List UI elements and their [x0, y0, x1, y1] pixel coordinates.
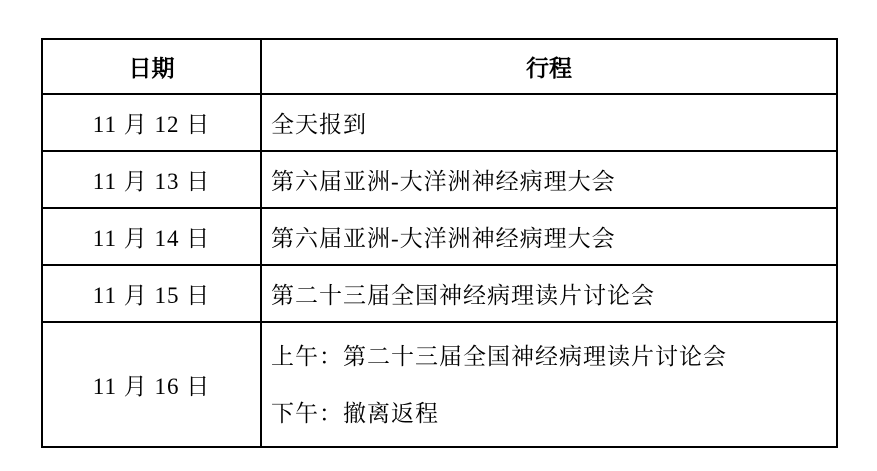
itinerary-cell [261, 94, 837, 151]
itinerary-column-header: 行程 [261, 39, 837, 94]
date-cell: 11 月 13 日 [42, 151, 261, 208]
date-cell: 11 月 14 日 [42, 208, 261, 265]
table-row [42, 151, 837, 208]
table-row [42, 322, 837, 447]
itinerary-text: 第二十三届全国神经病理读片讨论会 [271, 283, 655, 308]
itinerary-text: 第六届亚洲-大洋洲神经病理大会 [271, 169, 616, 194]
itinerary-text: 全天报到 [271, 112, 367, 137]
itinerary-text-morning: 上午：第二十三届全国神经病理读片讨论会 [271, 343, 727, 369]
itinerary-cell [261, 208, 837, 265]
itinerary-text: 第六届亚洲-大洋洲神经病理大会 [271, 226, 616, 251]
itinerary-cell [261, 265, 837, 322]
conference-schedule-table [41, 38, 838, 448]
table-header-row [42, 39, 837, 94]
itinerary-text-afternoon: 下午：撤离返程 [271, 400, 439, 426]
date-cell: 11 月 15 日 [42, 265, 261, 322]
table-row [42, 265, 837, 322]
itinerary-cell [261, 322, 837, 447]
table-row [42, 94, 837, 151]
itinerary-cell [261, 151, 837, 208]
date-cell: 11 月 16 日 [42, 322, 261, 447]
date-column-header: 日期 [42, 39, 261, 94]
date-cell: 11 月 12 日 [42, 94, 261, 151]
table-row [42, 208, 837, 265]
